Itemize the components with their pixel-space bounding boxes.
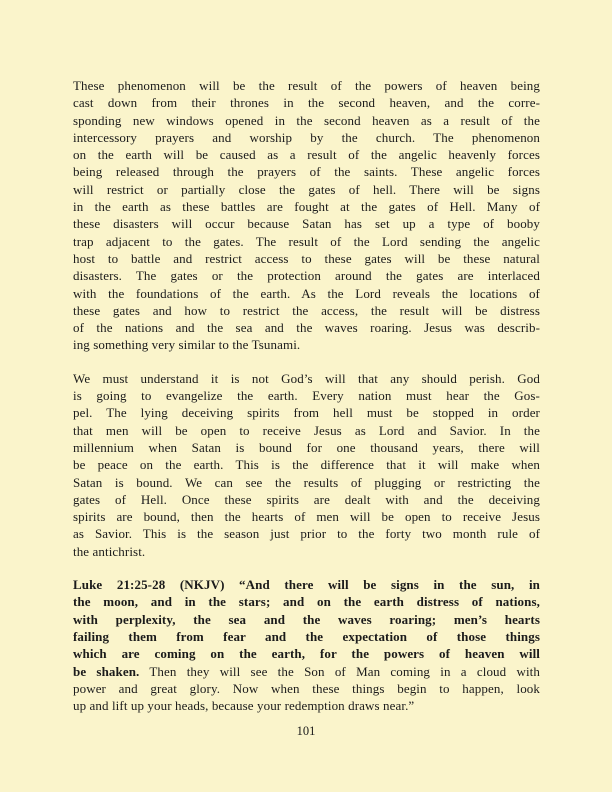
body-text <box>73 77 540 714</box>
text-segment: on the earth will be caused as a result of the angelic heavenly forces <box>73 147 540 163</box>
bold-text-segment: be shaken. <box>73 663 140 679</box>
text-segment: being released through the prayers of the saints. These angelic forces <box>73 164 540 180</box>
text-segment: of the nations and the sea and the waves roaring. Jesus was describ- <box>73 320 540 336</box>
text-segment: ing something very similar to the Tsunami. <box>73 337 301 353</box>
text-line <box>73 508 540 525</box>
text-segment: pel. The lying deceiving spirits from hell must be stopped in order <box>73 405 540 421</box>
paragraph-2 <box>73 370 540 560</box>
text-segment: host to battle and restrict access to these gates will be these natural <box>73 250 540 266</box>
text-line <box>73 680 540 697</box>
text-line <box>73 370 540 387</box>
text-line <box>73 439 540 456</box>
bold-text-segment: with perplexity, the sea and the waves roaring; men’s hearts <box>73 611 540 627</box>
text-line <box>73 404 540 421</box>
text-line <box>73 94 540 111</box>
paragraph-1 <box>73 77 540 354</box>
text-segment: up and lift up your heads, because your redemption draws near.” <box>73 698 415 714</box>
text-line <box>73 336 540 353</box>
text-segment: These phenomenon will be the result of the powers of heaven being <box>73 78 540 93</box>
text-line <box>73 146 540 163</box>
bold-text-segment: failing them from fear and the expectation of those things <box>73 628 540 644</box>
text-line <box>73 611 540 628</box>
text-line <box>73 285 540 302</box>
bold-text-segment: Luke 21:25-28 (NKJV) “And there will be signs in the sun, in <box>73 577 540 593</box>
text-line <box>73 628 540 645</box>
text-line <box>73 129 540 146</box>
text-line <box>73 250 540 267</box>
text-line <box>73 181 540 198</box>
text-segment: Satan is bound. We can see the results of plugging or restricting the <box>73 474 540 490</box>
text-segment: these disasters will occur because Satan has set up a type of booby <box>73 216 540 232</box>
text-segment: as Savior. This is the season just prior to the forty two month rule of <box>73 526 540 542</box>
text-segment: in the earth as these battles are fought at the gates of Hell. Many of <box>73 199 540 215</box>
text-line <box>73 456 540 473</box>
text-line <box>73 663 540 680</box>
text-line <box>73 198 540 215</box>
text-line <box>73 645 540 662</box>
page-number: 101 <box>296 724 316 738</box>
text-segment: cast down from their thrones in the second heaven, and the corre- <box>73 95 540 111</box>
text-line <box>73 77 540 94</box>
text-line <box>73 233 540 250</box>
paragraph-3-scripture-quote <box>73 576 540 714</box>
text-segment: Then they will see the Son of Man coming in a cloud with <box>139 663 540 679</box>
text-segment: is going to evangelize the earth. Every nation must hear the Gos- <box>73 388 540 404</box>
text-line <box>73 525 540 542</box>
text-segment: trap adjacent to the gates. The result of the Lord sending the angelic <box>73 233 540 249</box>
bold-text-segment: the moon, and in the stars; and on the earth distress of nations, <box>73 594 540 610</box>
text-segment: We must understand it is not God’s will that any should perish. God <box>73 370 540 386</box>
text-line <box>73 387 540 404</box>
text-segment: the antichrist. <box>73 543 146 559</box>
text-line <box>73 267 540 284</box>
text-segment: with the foundations of the earth. As the Lord reveals the locations of <box>73 285 540 301</box>
text-line <box>73 302 540 319</box>
text-segment: intercessory prayers and worship by the church. The phenomenon <box>73 129 540 145</box>
text-segment: be peace on the earth. This is the difference that it will make when <box>73 457 540 473</box>
text-line <box>73 163 540 180</box>
text-line <box>73 543 540 560</box>
text-line <box>73 576 540 593</box>
text-line <box>73 319 540 336</box>
text-segment: millennium when Satan is bound for one thousand years, there will <box>73 439 540 455</box>
text-segment: gates of Hell. Once these spirits are dealt with and the deceiving <box>73 491 540 507</box>
text-line <box>73 422 540 439</box>
text-segment: that men will be open to receive Jesus as Lord and Savior. In the <box>73 422 540 438</box>
text-segment: spirits are bound, then the hearts of men will be open to receive Jesus <box>73 509 540 525</box>
text-segment: will restrict or partially close the gates of hell. There will be signs <box>73 181 540 197</box>
text-segment: sponding new windows opened in the second heaven as a result of the <box>73 112 540 128</box>
text-line <box>73 491 540 508</box>
bold-text-segment: which are coming on the earth, for the powers of heaven will <box>73 646 540 662</box>
text-line <box>73 697 540 714</box>
text-line <box>73 593 540 610</box>
text-line <box>73 474 540 491</box>
text-segment: these gates and how to restrict the access, the result will be distress <box>73 302 540 318</box>
text-segment: power and great glory. Now when these things begin to happen, look <box>73 680 540 696</box>
text-segment: disasters. The gates or the protection around the gates are interlaced <box>73 268 540 284</box>
text-line <box>73 215 540 232</box>
text-line <box>73 112 540 129</box>
